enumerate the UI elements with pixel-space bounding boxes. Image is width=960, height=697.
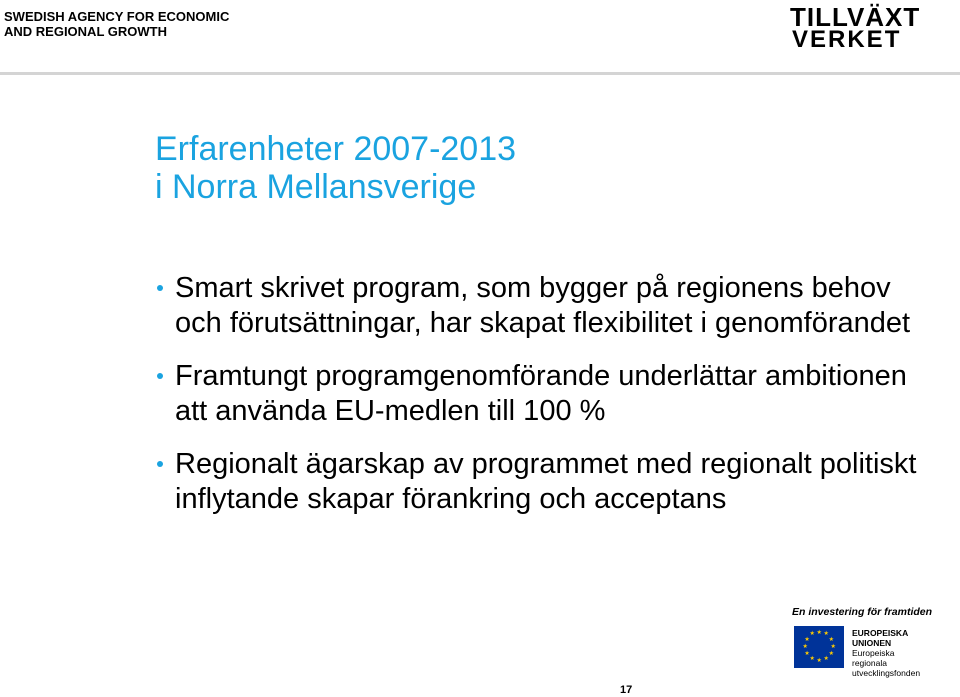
- agency-name-line1: SWEDISH AGENCY FOR ECONOMIC: [4, 9, 230, 24]
- bullet-item: [155, 447, 935, 517]
- bullet-text: Smart skrivet program, som bygger på regionens behov och förutsättningar, har skapat flexibilitet i genomförandet: [175, 272, 911, 339]
- eu-line2: UNIONEN: [852, 638, 892, 648]
- eu-star-icon: ★: [816, 629, 822, 636]
- eu-line4: regionala: [852, 658, 887, 668]
- page-number: 17: [620, 684, 633, 696]
- bullet-list: [155, 271, 935, 535]
- eu-funding-logo: [792, 606, 952, 676]
- bullet-item: [155, 359, 935, 429]
- bullet-text: Regionalt ägarskap av programmet med regionalt politiskt inflytande skapar förankring och acceptans: [175, 448, 917, 515]
- eu-star-icon: ★: [816, 657, 822, 664]
- bullet-item: [155, 271, 935, 341]
- eu-star-icon: ★: [804, 650, 810, 657]
- eu-star-icon: ★: [802, 643, 808, 650]
- eu-star-icon: ★: [823, 631, 829, 638]
- eu-star-icon: ★: [830, 643, 836, 650]
- eu-text: [852, 628, 920, 678]
- eu-star-icon: ★: [809, 631, 815, 638]
- slide-title: [155, 130, 516, 206]
- eu-star-icon: ★: [804, 636, 810, 643]
- agency-name: [4, 9, 229, 39]
- eu-line3: Europeiska: [852, 648, 895, 658]
- slide-title-line1: Erfarenheter 2007-2013: [155, 130, 517, 168]
- eu-line5: utvecklingsfonden: [852, 668, 921, 678]
- eu-star-icon: ★: [828, 636, 834, 643]
- eu-line1: EUROPEISKA: [852, 628, 909, 638]
- eu-star-icon: ★: [823, 655, 829, 662]
- bullet-dot-icon: [157, 285, 163, 291]
- logo-line1: TILLVÄXT: [790, 2, 921, 32]
- bullet-text: Framtungt programgenomförande underlättar ambitionen att använda EU-medlen till 100 %: [175, 360, 907, 427]
- header-divider: [0, 72, 960, 75]
- agency-name-line2: AND REGIONAL GROWTH: [4, 24, 167, 39]
- bullet-dot-icon: [157, 373, 163, 379]
- tillvaxtverket-logo: [790, 2, 921, 54]
- slide-title-line2: i Norra Mellansverige: [155, 168, 477, 206]
- logo-line2: VERKET: [792, 26, 902, 53]
- eu-flag-icon: [794, 626, 844, 668]
- eu-star-icon: ★: [809, 655, 815, 662]
- eu-slogan: En investering för framtiden: [792, 606, 933, 618]
- bullet-dot-icon: [157, 461, 163, 467]
- eu-star-icon: ★: [828, 650, 834, 657]
